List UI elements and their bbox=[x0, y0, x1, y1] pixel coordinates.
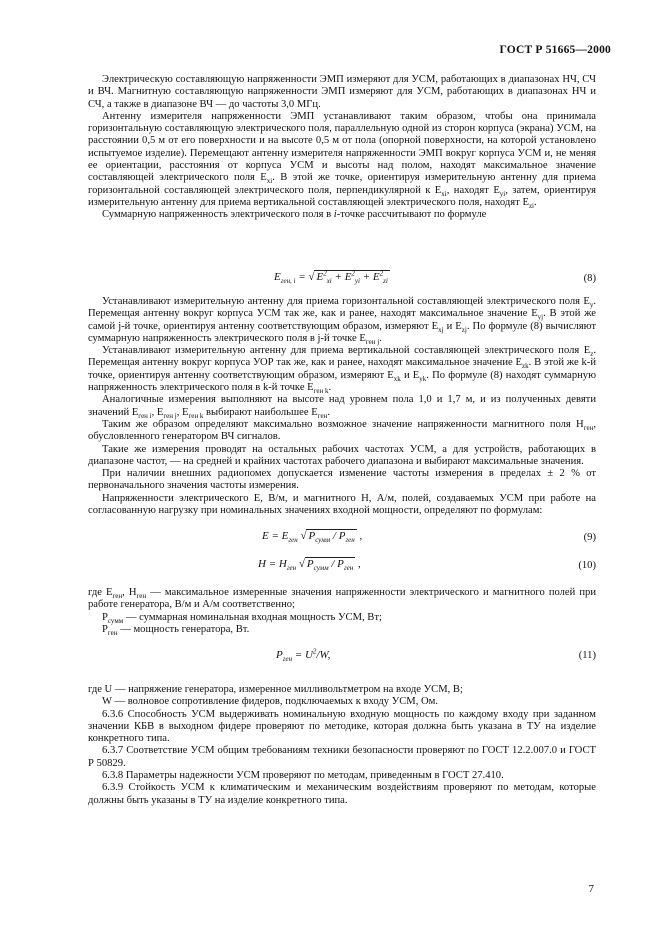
paragraph: Аналогичные измерения выполняют на высоте над уровнем пола 1,0 и 1,7 м, и из полученных девяти значений $E_{ген i}$, $E_{ген j}$, $E_{ген k}$ выбирают наибольшее $E_{ген}$. bbox=[88, 394, 596, 420]
paragraph: 6.3.9 Стойкость УСМ к климатическим и механическим воздействиям проверяют по методам, которые должны быть указаны в ТУ на изделие конкретного типа. bbox=[88, 782, 596, 806]
paragraph: Суммарную напряженность электрического поля в i-точке рассчитывают по формуле bbox=[102, 209, 487, 221]
formula-number: (8) bbox=[583, 273, 596, 284]
formula-9: $E = E_{ген}$ √ $P_{сумм} / P_{ген}$ , bbox=[262, 530, 363, 545]
paragraph: Таким же образом определяют максимально возможное значение напряженности магнитного поля $H_{ген}$, обусловленного генератором ВЧ сигналов. bbox=[88, 418, 596, 443]
body-text-upper bbox=[88, 74, 596, 222]
paragraph: 6.3.6 Способность УСМ выдерживать номинальную входную мощность по каждому входу при заданном значении КБВ в выходном фидере проверяют по методике, которая должна быть указана в ТУ на изделие конкретного типа. bbox=[88, 708, 596, 745]
paragraph: $P_{сумм}$ — суммарная номинальная входная мощность УСМ, Вт; bbox=[102, 611, 382, 625]
paragraph: Электрическую составляющую напряженности ЭМП измеряют для УСМ, работающих в диапазонах НЧ, СЧ и ВЧ. Магнитную составляющую напряженности ЭМП измеряют для УСМ, работающих в диапазонах НЧ и СЧ, а также в диапазоне ВЧ — до частоты 3,0 МГц. bbox=[88, 74, 596, 110]
formula-number: (11) bbox=[578, 650, 596, 661]
paragraph: W — волновое сопротивление фидеров, подключаемых к входу УСМ, Ом. bbox=[102, 696, 439, 708]
formula-8: $E_{ген, i}$ = √ $E^2_{xi} + E^2_{yi} + E^2_{zi}$ bbox=[274, 269, 388, 286]
body-text-definitions bbox=[88, 587, 596, 636]
paragraph: где $E_{ген}$, $H_{ген}$ — максимальное измеренные значения напряженности электрического и магнитного полей при работе генератора, В/м и А/м соответственно; bbox=[88, 587, 597, 611]
formula-11: $P_{ген} = U^2/W$, bbox=[276, 647, 331, 664]
paragraph: Устанавливают измерительную антенну для приема вертикальной составляющей электрического поля $E_z$. Перемещая антенну вокруг корпуса УОР так же, как и ранее, находят максимальное значение $E_{zk}$. В этой же k-й точке, ориентируя антенну соответствующим образом, измеряют $E_{xk}$ и $E_{yk}$. По формуле (8) находят суммарную напряженность электрического поля в k-й точке $E_{ген k}$. bbox=[88, 345, 597, 396]
paragraph: $P_{ген}$ — мощность генератора, Вт. bbox=[102, 623, 250, 637]
formula-number: (9) bbox=[583, 532, 596, 543]
paragraph: 6.3.7 Соответствие УСМ общим требованиям техники безопасности проверяют по ГОСТ 12.2.007.0 и ГОСТ Р 50829. bbox=[88, 745, 596, 769]
formula-10: $H = H_{ген}$ √ $P_{сумм} / P_{ген}$ , bbox=[258, 558, 361, 573]
paragraph: Такие же измерения проводят на остальных рабочих частотах УСМ, а для устройств, работающих в диапазоне частот, — на средней и крайних частотах рабочего диапазона и выбирают максимальные значения. bbox=[88, 443, 596, 467]
paragraph: Антенну измерителя напряженности ЭМП устанавливают таким образом, чтобы она принимала горизонтальную составляющую электрического поля, параллельную одной из сторон корпуса (экрана) УСМ, на расстоянии 0,5 м от его поверхности и на высоте 0,5 м от пола (опорной поверхности, на которой установлено испытуемое изделие). Перемещают антенну измерителя напряженности ЭМП вокруг корпуса УСМ и, не меняя ее ориентации, расстояния от корпуса УСМ и высоты над полом, находят максимальное значение составляющей электрического поля $E_{xi}$. В этой же точке, ориентируя измерительную антенну для приема горизонтальной составляющей электрического поля, перпендикулярной к $E_{xi}$, находят $E_{yi}$, затем, ориентируя измерительную антенну для приема вертикальной составляющей электрического поля, находят $E_{zi}$. bbox=[88, 110, 596, 211]
paragraph: Устанавливают измерительную антенну для приема горизонтальной составляющей электрического поля $E_y$. Перемещая антенну вокруг корпуса УСМ так же, как и ранее, находят максимальное значение $E_{yj}$. В этой же самой j-й точке, ориентируя антенну соответствующим образом, измеряют $E_{xj}$ и $E_{zj}$. По формуле (8) вычисляют суммарную напряженность электрического поля в j-й точке $E_{ген j}$. bbox=[88, 296, 597, 346]
paragraph: где U — напряжение генератора, измеренное милливольтметром на входе УСМ, В; bbox=[88, 684, 463, 695]
body-text-lower bbox=[88, 684, 596, 807]
formula-number: (10) bbox=[578, 560, 596, 571]
paragraph: Напряженности электрического E, В/м, и магнитного H, А/м, полей, создаваемых УСМ при работе на согласованную нагрузку при номинальных значениях входной мощности, определяют по формулам: bbox=[88, 492, 596, 517]
page-header: ГОСТ Р 51665—2000 bbox=[499, 44, 611, 56]
paragraph: 6.3.8 Параметры надежности УСМ проверяют по методам, приведенным в ГОСТ 27.410. bbox=[102, 770, 504, 782]
body-text-middle bbox=[88, 296, 596, 517]
page-number: 7 bbox=[588, 883, 594, 895]
paragraph: При наличии внешних радиопомех допускается изменение частоты измерения в пределах ± 2 % от первоначального значения частоты измерения. bbox=[88, 468, 596, 492]
